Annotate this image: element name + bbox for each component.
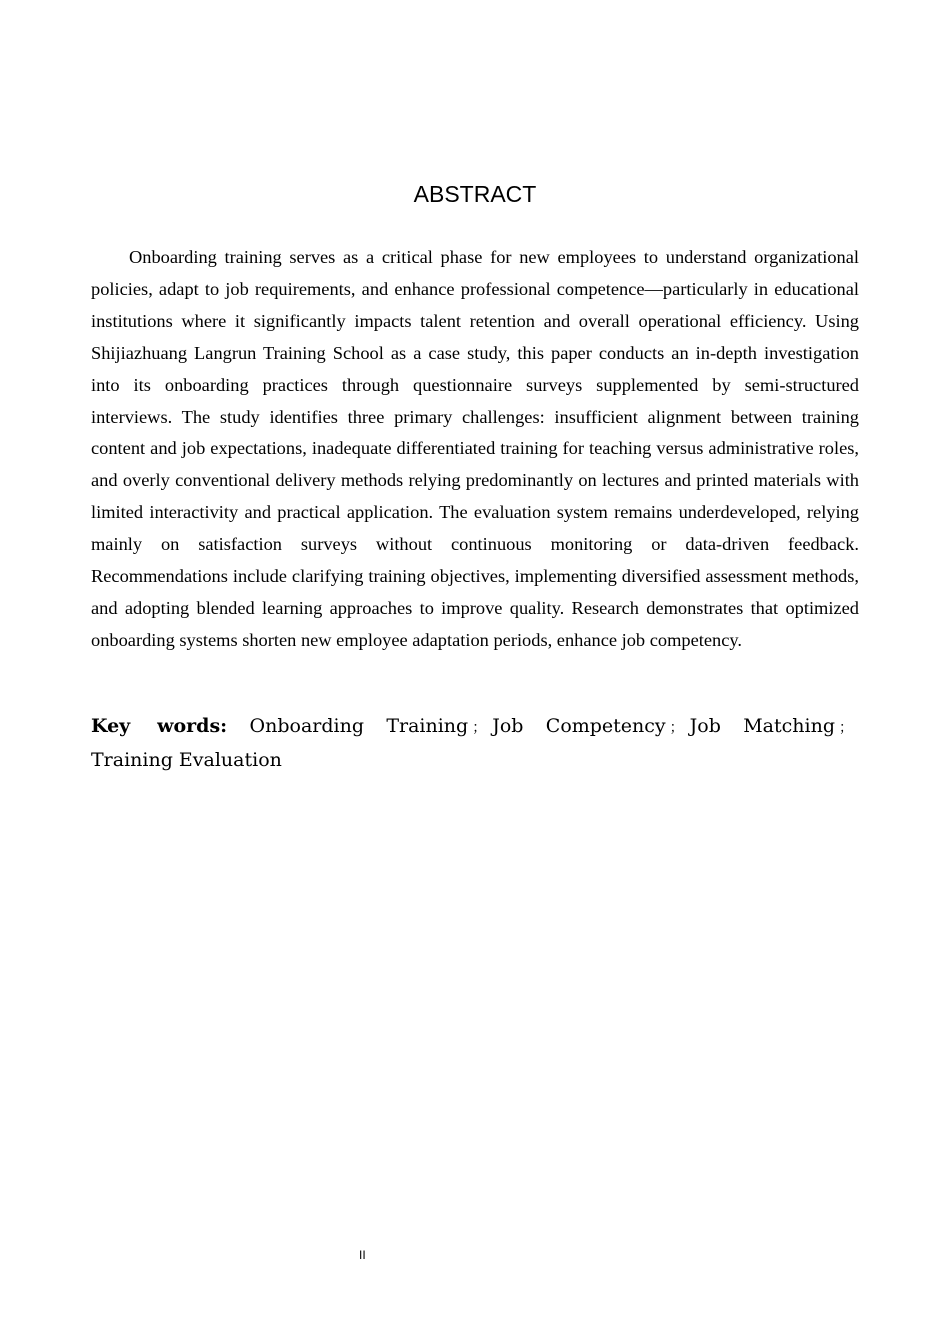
abstract-title: ABSTRACT [413, 181, 537, 207]
keywords-label: Key words: [91, 715, 228, 737]
keyword-separator: ； [839, 720, 854, 736]
keyword-item: Training Evaluation [91, 749, 282, 771]
page-number: II [359, 1248, 366, 1262]
keyword-item: Onboarding Training [249, 715, 469, 737]
keyword-item: Job Competency [492, 715, 666, 737]
keyword-separator: ； [669, 720, 684, 736]
keyword-separator: ； [472, 720, 487, 736]
keywords-line [91, 710, 859, 776]
keyword-item: Job Matching [689, 715, 836, 737]
abstract-paragraph: Onboarding training serves as a critical phase for new employees to understand organizational policies, adapt to job requirements, and enhance professional competence—particularly in educational institutions where it significantly impacts talent retention and overall operational efficiency. Using Shijiazhuang Langrun Training School as a case study, this paper conducts an in-depth investigation into its onboarding practices through questionnaire surveys supplemented by semi-structured interviews. The study identifies three primary challenges: insufficient alignment between training content and job expectations, inadequate differentiated training for teaching versus administrative roles, and overly conventional delivery methods relying predominantly on lectures and printed materials with limited interactivity and practical application. The evaluation system remains underdeveloped, relying mainly on satisfaction surveys without continuous monitoring or data-driven feedback. Recommendations include clarifying training objectives, implementing diversified assessment methods, and adopting blended learning approaches to improve quality. Research demonstrates that optimized onboarding systems shorten new employee adaptation periods, enhance job competency. [91, 247, 859, 650]
